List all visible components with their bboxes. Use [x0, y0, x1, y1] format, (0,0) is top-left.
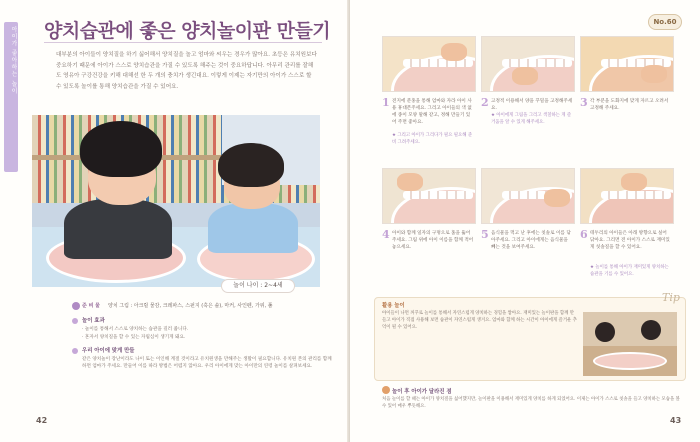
materials-label: 준 비 물: [82, 303, 100, 309]
intro-paragraph: 대부분의 아이들이 양치질을 하기 싫어해서 양치질을 놀고 엄마와 씨우는 경우가 많아요. 초등은 유치원보다 중요하기 때문에 아이가 스스로 양치습관을 가질 수 있도록 해주는 것이 중요하답니다. 아무리 관리를 잘해도 영유아 구강건강을 키해 대해선 한 두 개의 충치가 생긴대요. 이렇게 이제는 자기만의 아이가 스스로 할 수 있도록 놀이를 통해 양치습관을 가질 수 있어요.: [56, 52, 317, 90]
step-text: 각 부분을 도화지에 맞게 자르고 오려서 고정해 주세요.: [590, 99, 669, 111]
child-hair: [218, 143, 284, 187]
step-text: 전지에 분홍을 통해 엄마와 자라 아이 사용 휴대폰주세요. 그리고 아이들의 색 없에 종이 모양 말해 같고, 정해 만들기 있어 주면 좋아요.: [392, 99, 472, 125]
tip-text: 아이들이 나면 꺼꾸로 놀이를 통해서 자연스럽게 양치하는 경험을 쌓아요. 재미있는 놀이판을 함께 만들고 아이가 직접 사용해 보면 습관이 자연스럽게 생겨요. 엄마와 함께 하는 시간이 아이에게 즐거운 추억이 될 수 있어요.: [382, 311, 577, 331]
materials-icon: [72, 302, 80, 310]
tip-label: Tip: [662, 291, 680, 304]
section-title: 놀이 효과: [82, 318, 105, 324]
step-number: 1: [382, 96, 390, 109]
step-6-photo: [580, 168, 674, 224]
child-body: [64, 199, 172, 259]
section-line: · 혼자서 양치질을 할 수 있는 자립심이 생기게 돼요.: [82, 335, 186, 340]
materials-list: 양치 그림 : 아크릴 물감, 크레파스, 스펀지 (혹은 솔), 마커, 사인펜, 가위, 풀: [108, 303, 273, 309]
side-tab-text: 아이가 좋아하는 놀이: [10, 26, 17, 95]
after-play-text: 처음 놀이를 할 때는 아이가 양치질을 싫어했지만, 놀이판을 이용해서 재미있게 양치를 하게 되었어요. 이제는 아이가 스스로 칫솔을 들고 양치하는 모습을 볼 수 있어 매우 뿌듯해요.: [382, 397, 680, 410]
step-number: 6: [580, 228, 588, 241]
tip-photo: [583, 312, 677, 376]
step-text: 고정적 이용해서 양을 꾸밀을 고정해주세요.: [491, 99, 573, 111]
page-title: 양치습관에 좋은 양치놀이판 만들기: [44, 20, 331, 42]
step-note: ★ 놀이를 통해 아이가 재미있게 양치하는 습관을 기를 수 있어요.: [590, 265, 669, 277]
child-body: [208, 203, 298, 253]
section-dot-icon: [72, 348, 78, 354]
recipe-number-badge: No.60: [648, 14, 682, 30]
section-paragraph: 같은 양치놀이 장난이라도 나이 또는 이인해 계절 것이라고 유치원생을 만해주는 생활이 필요합니다. 유치원 본의 관리를 함께하면 엄마가 주세요. 만들어 이를 따라 방법은 어렵지 않아요. 우리 아이에게 맞는 아이만의 연령 놀이를 살펴보세요.: [82, 357, 332, 370]
section-line: · 놀이를 통해서 스스로 양치하는 습관을 길러 줍니다.: [82, 327, 189, 332]
step-note: ★ 그리고 아이가 그리다가 필요 필요해 준비 그려주세요.: [392, 133, 473, 145]
after-play-title: 놀이 후 아이가 달라진 점: [392, 389, 452, 395]
step-number: 4: [382, 228, 390, 241]
step-number: 2: [481, 96, 489, 109]
title-divider: [44, 42, 322, 43]
note-icon: [382, 386, 390, 394]
right-page: [350, 0, 700, 442]
step-text: 음식물을 먹고 난 후에는 칫솔로 이를 닦아주세요. 그리고 아이에게는 음식물을 빼는 것을 보여주세요.: [491, 231, 571, 250]
children-photo: [32, 115, 320, 287]
step-1-photo: [382, 36, 476, 92]
step-text: 아이와 함께 일자의 구멍으로 홈을 뚫어 주세요. 그림 위에 아이 이름을 함께 적어 놓으세요.: [392, 231, 474, 250]
age-badge: 놀이 나이 : 2~4세: [222, 280, 294, 292]
step-4-photo: [382, 168, 476, 224]
step-2-photo: [481, 36, 575, 92]
section-title: 우리 아이에 맞게 만들: [82, 348, 135, 354]
page-number: 43: [670, 416, 682, 425]
step-text: 테두리의 아이들은 아래 방향으로 실어 닦아요. 그리면 전 아이가 스스로 재미있게 칫솔질을 할 수 있어요.: [590, 231, 670, 250]
section-dot-icon: [72, 318, 78, 324]
tip-title: 활용 놀이: [382, 303, 405, 309]
child-hair: [80, 121, 162, 177]
step-note: ★ 아이에게 그림을 그리고 색칠하는 게 즐거움을 알 수 있게 해주세요.: [491, 113, 572, 125]
page-number: 42: [36, 416, 48, 425]
step-3-photo: [580, 36, 674, 92]
step-number: 5: [481, 228, 489, 241]
step-5-photo: [481, 168, 575, 224]
step-number: 3: [580, 96, 588, 109]
